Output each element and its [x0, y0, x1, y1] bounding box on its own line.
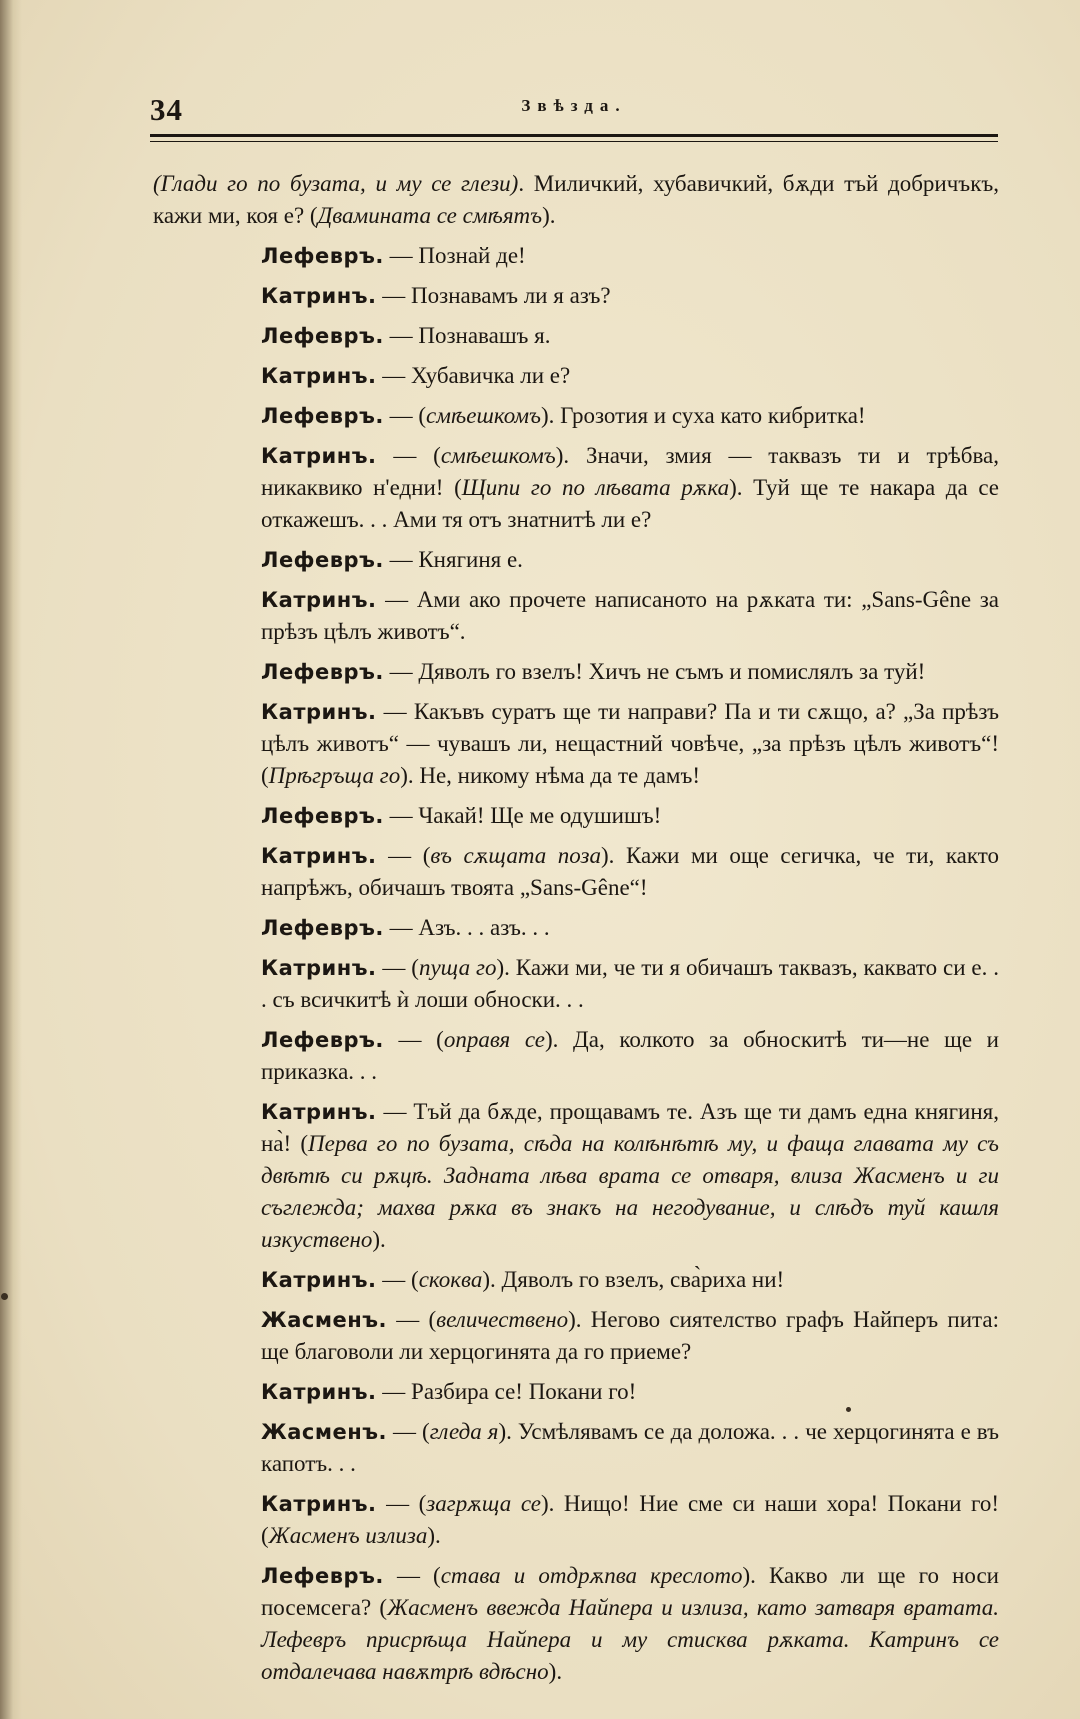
running-title: Звѣзда.: [521, 96, 627, 115]
stage-direction: смѣешкомъ: [440, 443, 556, 468]
dialogue-line: [153, 1560, 999, 1688]
speech-text: — (: [376, 955, 419, 980]
speaker-name: Катринъ.: [261, 956, 377, 980]
speech-text: — (: [387, 1419, 430, 1444]
speech-text: — (: [387, 1307, 437, 1332]
stage-direction: пуща го: [418, 955, 497, 980]
dialogue-line: [153, 360, 999, 392]
speaker-name: Лефевръ.: [261, 1028, 384, 1052]
stage-direction: гледа я: [429, 1419, 499, 1444]
stage-direction: Прѣгръща го: [268, 763, 401, 788]
speech-text: — Разбира се! Покани го!: [376, 1379, 637, 1404]
dialogue-line: [153, 1376, 999, 1408]
speech-text: ).: [542, 203, 556, 228]
stage-direction: скоква: [418, 1267, 483, 1292]
speech-text: — Ами ако прочете написаното на рѫката ти: „Sans-Gêne за прѣзъ цѣлъ животъ“.: [261, 587, 999, 644]
dialogue-line: [153, 800, 999, 832]
speech-text: — Хубавичка ли е?: [376, 363, 571, 388]
speech-text: — Познавамъ ли я азъ?: [376, 283, 611, 308]
stage-direction: оправя се: [443, 1027, 545, 1052]
stage-direction: става и отдрѫпва креслото: [440, 1563, 743, 1588]
stage-direction: Перва го по бузата, сѣда на колѣнѣтѣ му, и фаща главата му съ двѣтѣ си рѫцѣ. Задната лѣва врата се отваря, влиза Жасменъ и ги съглежда; махва рѫка въ знакъ на негодувание, и слѣдъ туй кашля изкуствено: [261, 1131, 1000, 1252]
dialogue-line: [153, 584, 999, 648]
header-rule-thick: [150, 134, 998, 137]
speaker-name: Лефевръ.: [261, 324, 384, 348]
dialogue-line: [153, 320, 999, 352]
stage-direction: Жасменъ излиза: [268, 1523, 428, 1548]
dialogue-line: [153, 1024, 999, 1088]
speaker-name: Лефевръ.: [261, 660, 384, 684]
speaker-name: Лефевръ.: [261, 548, 384, 572]
speech-text: — Азъ. . . азъ. . .: [383, 915, 550, 940]
speech-text: ). Нищо! Ние сме си наши хора! Покани го! (: [261, 1491, 999, 1548]
speech-text: — Чакай! Ще ме одушишъ!: [383, 803, 662, 828]
speech-text: ). Негово сиятелство графъ Найперъ пита: ще благоволи ли херцогинята да го приеме?: [261, 1307, 999, 1364]
speech-text: — (: [383, 403, 427, 428]
speech-text: ). Значи, змия — таквазъ ти и трѣбва, никаквико н'едни! (: [261, 443, 999, 500]
speaker-name: Катринъ.: [261, 1380, 377, 1404]
page-spine-shadow: [0, 0, 22, 1719]
header-rule-thin: [150, 141, 998, 142]
stage-direction: въ сѫщата поза: [430, 843, 601, 868]
dialogue-line: [153, 240, 999, 272]
speech-text: ). Грозотия и суха като кибритка!: [540, 403, 866, 428]
speaker-name: Катринъ.: [261, 364, 377, 388]
speech-text: — (: [376, 843, 431, 868]
speaker-name: Катринъ.: [261, 844, 377, 868]
speech-text: — (: [376, 1491, 427, 1516]
speech-text: ). Кажи ми още сегичка, че ти, както напрѣжъ, обичашъ твоята „Sans-Gêne“!: [261, 843, 999, 900]
stage-direction: величествено: [436, 1307, 569, 1332]
speech-text: ). Да, колкото за обноскитѣ ти—не ще и приказка. . .: [261, 1027, 999, 1084]
ink-speck: [846, 1407, 851, 1412]
speaker-name: Катринъ.: [261, 1268, 377, 1292]
stage-direction: Жасменъ ввежда Найпера и излиза, като затваря вратата. Лефевръ присрѣща Найпера и му стисква рѫката. Катринъ се отдалечава навѫтрѣ вдѣсно: [261, 1595, 999, 1684]
play-text: [153, 168, 999, 1692]
dialogue-line: [153, 656, 999, 688]
speaker-name: Лефевръ.: [261, 916, 384, 940]
speech-text: — Тъй да бѫде, прощавамъ те. Азъ ще ти дамъ една княгиня, на̀! (: [261, 1099, 999, 1156]
dialogue-line: [153, 440, 999, 536]
speech-text: . Миличкий, хубавичкий, бѫди тъй добричъкъ, кажи ми, коя е? (: [153, 171, 1000, 228]
page-header: [150, 92, 998, 132]
speech-text: — Дяволъ го взелъ! Хичъ не съмъ и помислялъ за туй!: [383, 659, 926, 684]
dialogue-line: [153, 1304, 999, 1368]
dialogue-line: [153, 912, 999, 944]
speech-text: — (: [376, 443, 441, 468]
speech-text: — Княгиня е.: [383, 547, 523, 572]
dialogue-line: [153, 1264, 999, 1296]
speaker-name: Катринъ.: [261, 444, 377, 468]
speech-text: — (: [383, 1563, 441, 1588]
dialogue-line: [153, 544, 999, 576]
speech-text: ). Дяволъ го взелъ, сва̀риха ни!: [482, 1267, 785, 1292]
stage-direction: Щипи го по лѣвата рѫка: [461, 475, 730, 500]
speaker-name: Катринъ.: [261, 1100, 377, 1124]
speaker-name: Катринъ.: [261, 588, 377, 612]
stage-direction: загрѫща се: [426, 1491, 541, 1516]
speech-text: ). Туй ще те накара да се откажешъ. . . Ами тя отъ знатнитѣ ли е?: [261, 475, 1000, 532]
stage-direction: Двамината се смѣятъ: [317, 203, 543, 228]
dialogue-line: [153, 952, 999, 1016]
dialogue-line: [153, 280, 999, 312]
speaker-name: Катринъ.: [261, 700, 377, 724]
speech-text: ). Какво ли ще го носи посемсега? (: [261, 1563, 999, 1620]
speech-text: — Познавашъ я.: [383, 323, 551, 348]
speech-text: — Какъвъ суратъ ще ти направи? Па и ти сѫщо, а? „За прѣзъ цѣлъ животъ“ — чувашъ ли, нещастний човѣче, „за прѣзъ цѣлъ животъ“! (: [261, 699, 999, 788]
speech-text: ). Кажи ми, че ти я обичашъ таквазъ, каквато си е. . . съ всичкитѣ ѝ лоши обноски. . .: [261, 955, 999, 1012]
speech-text: ). Не, никому нѣма да те дамъ!: [400, 763, 701, 788]
speaker-name: Катринъ.: [261, 1492, 377, 1516]
speech-text: ).: [372, 1227, 386, 1252]
speaker-name: Катринъ.: [261, 284, 377, 308]
speech-text: ). Усмѣлявамъ се да доложа. . . че херцогинята е въ капотъ. . .: [261, 1419, 999, 1476]
dialogue-line: [153, 1488, 999, 1552]
speech-text: — Познай де!: [383, 243, 526, 268]
stage-direction: (Глади го по бузата, и му се глези): [153, 171, 519, 196]
page-number: 34: [150, 92, 183, 127]
speaker-name: Лефевръ.: [261, 804, 384, 828]
dialogue-line: [153, 1096, 999, 1256]
dialogue-line: [153, 696, 999, 792]
speaker-name: Жасменъ.: [261, 1420, 388, 1444]
speaker-name: Лефевръ.: [261, 1564, 384, 1588]
speech-text: ).: [427, 1523, 441, 1548]
dialogue-line: [153, 840, 999, 904]
dialogue-line: [153, 400, 999, 432]
speech-text: — (: [376, 1267, 419, 1292]
dialogue-line: [153, 1416, 999, 1480]
speaker-name: Лефевръ.: [261, 244, 384, 268]
ink-speck: [1, 1293, 8, 1300]
stage-direction: смѣешкомъ: [426, 403, 541, 428]
continued-paragraph: [153, 168, 999, 232]
speaker-name: Жасменъ.: [261, 1308, 388, 1332]
speaker-name: Лефевръ.: [261, 404, 384, 428]
speech-text: ).: [548, 1659, 563, 1684]
speech-text: — (: [383, 1027, 444, 1052]
